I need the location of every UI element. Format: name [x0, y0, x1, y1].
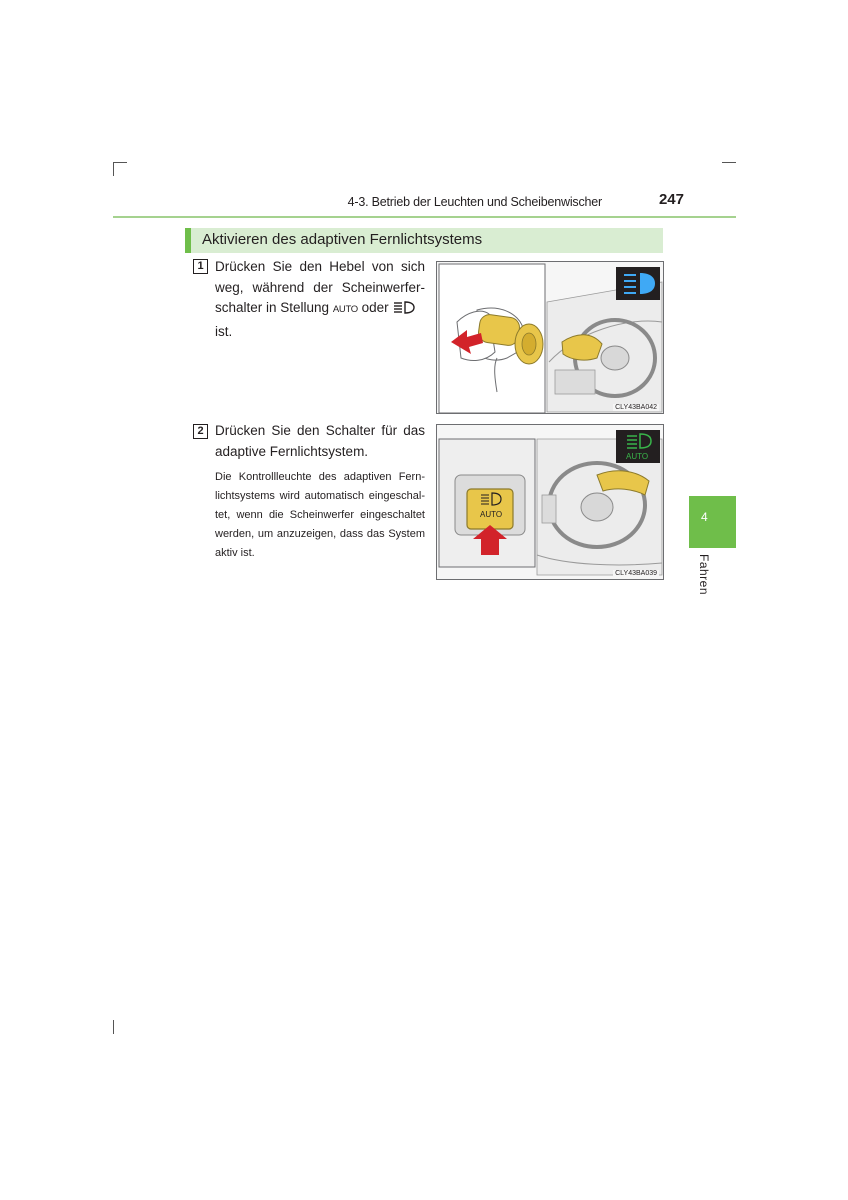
step-2-text: Drücken Sie den Schalter für das adaptive Fernlichtsystem. [215, 423, 425, 459]
step-1-text-before: Drücken Sie den Hebel von sich weg, während der Scheinwerfer-schalter in Stellung [215, 259, 425, 315]
step-1-text-after: ist. [215, 323, 233, 339]
chapter-tab[interactable] [689, 496, 736, 548]
crop-mark [722, 162, 736, 163]
figure-lever-push [436, 261, 664, 414]
chapter-label: Fahren [697, 554, 711, 596]
crop-mark [113, 162, 127, 163]
page-number: 247 [658, 191, 684, 208]
switch-auto-label: AUTO [480, 510, 503, 519]
crop-mark [113, 162, 114, 176]
step-1-text [215, 257, 425, 342]
step-1-text-middle: oder [361, 300, 389, 315]
figure-switch-push [436, 424, 664, 580]
header-rule [113, 216, 736, 218]
step-2-note: Die Kontrollleuchte des adaptiven Fern-lichtsystems wird automatisch eingeschal-tet, wenn die Scheinwerfer eingeschaltet werden, um anzuzeigen, dass das System aktiv ist. [215, 471, 425, 559]
chapter-number: 4 [701, 510, 708, 524]
auto-symbol: AUTO [332, 304, 358, 315]
indicator-auto-label: AUTO [626, 452, 649, 461]
figure-code: CLY43BA039 [615, 570, 657, 577]
running-header: 4-3. Betrieb der Leuchten und Scheibenwischer [347, 195, 602, 209]
section-title: Aktivieren des adaptiven Fernlichtsystems [202, 231, 483, 248]
headlight-beam-icon [392, 300, 416, 322]
crop-mark [113, 1020, 114, 1034]
step-number-2: 2 [193, 424, 208, 439]
section-heading-bar [185, 228, 663, 253]
step-number-1: 1 [193, 259, 208, 274]
figure-code: CLY43BA042 [615, 404, 657, 411]
